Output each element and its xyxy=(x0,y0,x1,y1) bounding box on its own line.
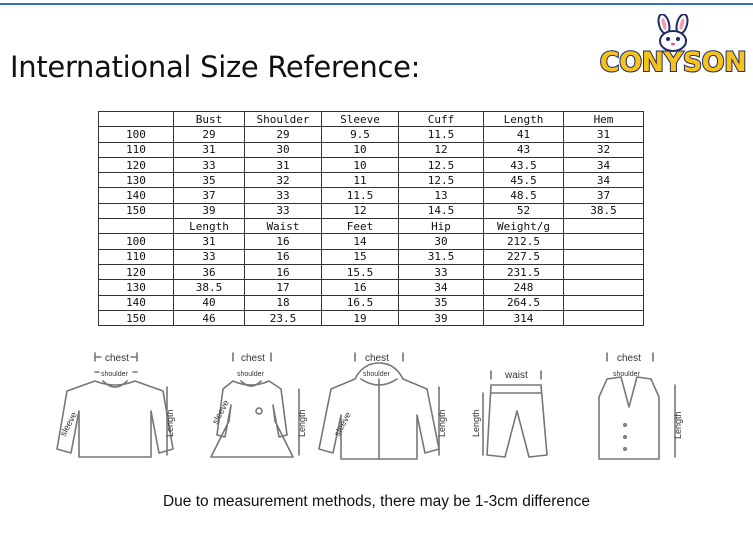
header-cell: Hip xyxy=(399,219,484,234)
value-cell: 39 xyxy=(174,203,245,218)
header-cell: Length xyxy=(484,112,564,127)
value-cell: 29 xyxy=(245,127,322,142)
sweater-icon xyxy=(57,353,173,457)
table-row xyxy=(99,295,644,310)
brand-logo xyxy=(598,14,748,84)
sleeve-label: sleeve xyxy=(209,398,231,426)
value-cell: 37 xyxy=(174,188,245,203)
page-title: International Size Reference: xyxy=(10,50,421,84)
value-cell: 231.5 xyxy=(484,264,564,279)
value-cell: 34 xyxy=(564,157,644,172)
value-cell: 32 xyxy=(564,142,644,157)
value-cell: 16 xyxy=(322,280,399,295)
length-label: Length xyxy=(165,409,175,437)
shoulder-label: shoulder xyxy=(363,371,390,378)
value-cell: 31.5 xyxy=(399,249,484,264)
value-cell: 15 xyxy=(322,249,399,264)
value-cell: 11 xyxy=(322,173,399,188)
value-cell: 30 xyxy=(245,142,322,157)
pants-icon xyxy=(483,371,547,457)
table-row xyxy=(99,249,644,264)
value-cell: 31 xyxy=(245,157,322,172)
value-cell: 212.5 xyxy=(484,234,564,249)
value-cell: 9.5 xyxy=(322,127,399,142)
chest-label: chest xyxy=(617,353,641,364)
chest-label: chest xyxy=(365,353,389,364)
table-header-row xyxy=(99,112,644,127)
value-cell: 12.5 xyxy=(399,173,484,188)
value-cell: 31 xyxy=(174,234,245,249)
value-cell: 12 xyxy=(399,142,484,157)
value-cell: 248 xyxy=(484,280,564,295)
size-cell: 100 xyxy=(99,234,174,249)
header-cell: Sleeve xyxy=(322,112,399,127)
table-row xyxy=(99,157,644,172)
value-cell: 37 xyxy=(564,188,644,203)
value-cell xyxy=(564,310,644,325)
table-header-row xyxy=(99,219,644,234)
shoulder-label: shoulder xyxy=(613,371,640,378)
header-cell: Cuff xyxy=(399,112,484,127)
header-cell: Weight/g xyxy=(484,219,564,234)
value-cell: 16 xyxy=(245,249,322,264)
value-cell: 33 xyxy=(245,188,322,203)
value-cell: 35 xyxy=(174,173,245,188)
header-cell xyxy=(564,219,644,234)
value-cell xyxy=(564,295,644,310)
value-cell: 43 xyxy=(484,142,564,157)
value-cell: 39 xyxy=(399,310,484,325)
length-label: Length xyxy=(297,409,307,437)
table-row xyxy=(99,203,644,218)
sleeve-label: sleeve xyxy=(331,410,353,438)
value-cell: 34 xyxy=(399,280,484,295)
chest-label: chest xyxy=(241,353,265,364)
value-cell: 36 xyxy=(174,264,245,279)
chest-label: chest xyxy=(105,353,129,364)
top-accent-line xyxy=(0,3,753,5)
header-cell xyxy=(99,219,174,234)
value-cell: 32 xyxy=(245,173,322,188)
header-cell xyxy=(99,112,174,127)
value-cell: 314 xyxy=(484,310,564,325)
garment-figures xyxy=(55,345,705,475)
measurement-note: Due to measurement methods, there may be 1-3cm difference xyxy=(162,493,591,510)
value-cell: 13 xyxy=(399,188,484,203)
value-cell: 29 xyxy=(174,127,245,142)
value-cell: 15.5 xyxy=(322,264,399,279)
value-cell: 45.5 xyxy=(484,173,564,188)
size-cell: 150 xyxy=(99,310,174,325)
shoulder-label: shoulder xyxy=(237,371,264,378)
value-cell xyxy=(564,234,644,249)
size-cell: 140 xyxy=(99,295,174,310)
table-row xyxy=(99,310,644,325)
value-cell: 52 xyxy=(484,203,564,218)
value-cell: 30 xyxy=(399,234,484,249)
header-cell: Waist xyxy=(245,219,322,234)
size-cell: 150 xyxy=(99,203,174,218)
value-cell: 12.5 xyxy=(399,157,484,172)
vest-icon xyxy=(599,353,675,459)
sleeve-label: sleeve xyxy=(57,410,79,438)
header-cell: Hem xyxy=(564,112,644,127)
value-cell: 38.5 xyxy=(174,280,245,295)
waist-label: waist xyxy=(505,370,528,381)
size-cell: 110 xyxy=(99,249,174,264)
value-cell: 31 xyxy=(564,127,644,142)
value-cell: 16.5 xyxy=(322,295,399,310)
hoodie-jacket-icon xyxy=(319,353,439,459)
value-cell: 12 xyxy=(322,203,399,218)
value-cell xyxy=(564,264,644,279)
table-row xyxy=(99,188,644,203)
value-cell: 11.5 xyxy=(322,188,399,203)
value-cell: 31 xyxy=(174,142,245,157)
table-row xyxy=(99,127,644,142)
size-cell: 120 xyxy=(99,157,174,172)
value-cell: 264.5 xyxy=(484,295,564,310)
size-table xyxy=(98,111,644,326)
logo-wordmark: CONYSON xyxy=(599,47,747,78)
value-cell: 10 xyxy=(322,157,399,172)
header-cell: Length xyxy=(174,219,245,234)
length-label: Length xyxy=(437,409,447,437)
value-cell: 11.5 xyxy=(399,127,484,142)
value-cell: 18 xyxy=(245,295,322,310)
value-cell: 46 xyxy=(174,310,245,325)
table-row xyxy=(99,280,644,295)
value-cell: 33 xyxy=(399,264,484,279)
table-row xyxy=(99,142,644,157)
value-cell: 17 xyxy=(245,280,322,295)
value-cell: 16 xyxy=(245,264,322,279)
length-label: Length xyxy=(471,409,481,437)
table-row xyxy=(99,234,644,249)
length-label: Length xyxy=(673,411,683,439)
size-cell: 140 xyxy=(99,188,174,203)
table-row xyxy=(99,264,644,279)
value-cell: 14.5 xyxy=(399,203,484,218)
value-cell: 16 xyxy=(245,234,322,249)
value-cell: 23.5 xyxy=(245,310,322,325)
value-cell xyxy=(564,280,644,295)
value-cell: 48.5 xyxy=(484,188,564,203)
size-cell: 130 xyxy=(99,173,174,188)
header-cell: Feet xyxy=(322,219,399,234)
value-cell: 19 xyxy=(322,310,399,325)
value-cell: 43.5 xyxy=(484,157,564,172)
value-cell: 227.5 xyxy=(484,249,564,264)
value-cell: 10 xyxy=(322,142,399,157)
value-cell: 33 xyxy=(245,203,322,218)
size-cell: 110 xyxy=(99,142,174,157)
value-cell xyxy=(564,249,644,264)
size-cell: 100 xyxy=(99,127,174,142)
value-cell: 33 xyxy=(174,249,245,264)
size-cell: 130 xyxy=(99,280,174,295)
size-cell: 120 xyxy=(99,264,174,279)
header-cell: Bust xyxy=(174,112,245,127)
value-cell: 35 xyxy=(399,295,484,310)
value-cell: 41 xyxy=(484,127,564,142)
value-cell: 40 xyxy=(174,295,245,310)
header-cell: Shoulder xyxy=(245,112,322,127)
table-row xyxy=(99,173,644,188)
value-cell: 33 xyxy=(174,157,245,172)
value-cell: 34 xyxy=(564,173,644,188)
shoulder-label: shoulder xyxy=(101,371,128,378)
value-cell: 14 xyxy=(322,234,399,249)
value-cell: 38.5 xyxy=(564,203,644,218)
